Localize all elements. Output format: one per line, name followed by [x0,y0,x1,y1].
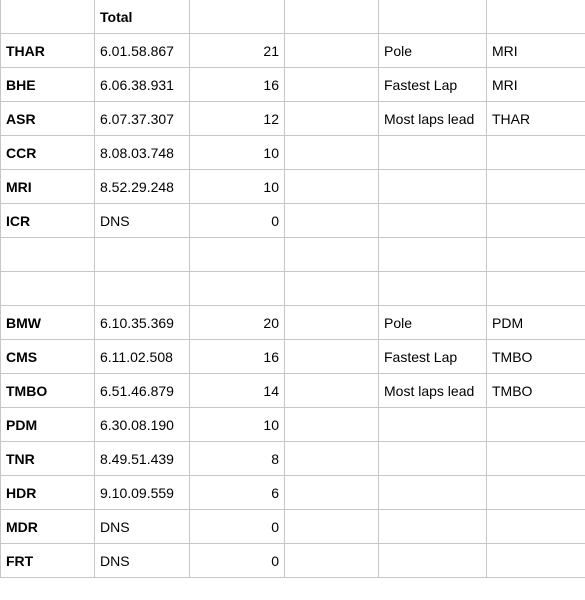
team-cell[interactable]: CCR [1,136,95,170]
total-column-header[interactable]: Total [95,0,190,34]
cell[interactable] [379,238,487,272]
cell[interactable] [1,0,95,34]
points-cell[interactable]: 6 [190,476,285,510]
time-cell[interactable]: 6.06.38.931 [95,68,190,102]
cell[interactable] [190,238,285,272]
table-row [1,102,585,136]
award-label-cell[interactable]: Most laps lead [379,102,487,136]
points-cell[interactable]: 8 [190,442,285,476]
cell[interactable] [285,68,379,102]
team-cell[interactable]: BMW [1,306,95,340]
award-label-cell[interactable] [379,510,487,544]
cell[interactable] [379,272,487,306]
award-label-cell[interactable]: Pole [379,34,487,68]
table-row [1,374,585,408]
award-value-cell[interactable] [487,510,585,544]
time-cell[interactable]: 6.07.37.307 [95,102,190,136]
cell[interactable] [190,0,285,34]
award-value-cell[interactable]: TMBO [487,340,585,374]
time-cell[interactable]: 6.51.46.879 [95,374,190,408]
award-value-cell[interactable] [487,170,585,204]
points-cell[interactable]: 21 [190,34,285,68]
cell[interactable] [487,272,585,306]
cell[interactable] [1,238,95,272]
table-row [1,204,585,238]
cell[interactable] [190,272,285,306]
award-label-cell[interactable] [379,408,487,442]
points-cell[interactable]: 14 [190,374,285,408]
points-cell[interactable]: 0 [190,544,285,578]
points-cell[interactable]: 10 [190,408,285,442]
cell[interactable] [285,170,379,204]
award-label-cell[interactable] [379,544,487,578]
cell[interactable] [487,238,585,272]
cell[interactable] [95,272,190,306]
award-value-cell[interactable]: MRI [487,34,585,68]
team-cell[interactable]: THAR [1,34,95,68]
cell[interactable] [285,476,379,510]
table-row [1,408,585,442]
time-cell[interactable]: 8.52.29.248 [95,170,190,204]
award-value-cell[interactable]: MRI [487,68,585,102]
cell[interactable] [285,340,379,374]
table-row [1,340,585,374]
time-cell[interactable]: DNS [95,204,190,238]
award-value-cell[interactable] [487,442,585,476]
cell[interactable] [285,510,379,544]
award-label-cell[interactable] [379,170,487,204]
points-cell[interactable]: 10 [190,170,285,204]
award-label-cell[interactable] [379,476,487,510]
award-value-cell[interactable]: PDM [487,306,585,340]
award-value-cell[interactable]: TMBO [487,374,585,408]
points-cell[interactable]: 0 [190,204,285,238]
table-row [1,170,585,204]
cell[interactable] [285,0,379,34]
award-value-cell[interactable] [487,204,585,238]
cell[interactable] [95,238,190,272]
award-value-cell[interactable] [487,544,585,578]
table-row [1,510,585,544]
team-cell[interactable]: TMBO [1,374,95,408]
time-cell[interactable]: 9.10.09.559 [95,476,190,510]
team-cell[interactable]: BHE [1,68,95,102]
award-label-cell[interactable] [379,136,487,170]
cell[interactable] [285,272,379,306]
award-label-cell[interactable]: Pole [379,306,487,340]
time-cell[interactable]: DNS [95,510,190,544]
team-cell[interactable]: MDR [1,510,95,544]
cell[interactable] [285,442,379,476]
empty-row [1,272,585,306]
cell[interactable] [285,544,379,578]
team-cell[interactable]: ICR [1,204,95,238]
team-cell[interactable]: TNR [1,442,95,476]
team-cell[interactable]: FRT [1,544,95,578]
table-row [1,476,585,510]
award-label-cell[interactable] [379,442,487,476]
award-value-cell[interactable] [487,408,585,442]
cell[interactable] [285,374,379,408]
award-label-cell[interactable] [379,204,487,238]
table-row [1,68,585,102]
points-cell[interactable]: 12 [190,102,285,136]
cell[interactable] [285,306,379,340]
header-row [1,0,585,34]
points-cell[interactable]: 16 [190,340,285,374]
points-cell[interactable]: 16 [190,68,285,102]
award-value-cell[interactable] [487,136,585,170]
table-row [1,442,585,476]
team-cell[interactable]: PDM [1,408,95,442]
cell[interactable] [285,238,379,272]
table-row [1,544,585,578]
cell[interactable] [487,0,585,34]
award-label-cell[interactable]: Most laps lead [379,374,487,408]
time-cell[interactable]: 8.08.03.748 [95,136,190,170]
award-label-cell[interactable]: Fastest Lap [379,68,487,102]
team-cell[interactable]: ASR [1,102,95,136]
time-cell[interactable]: 8.49.51.439 [95,442,190,476]
award-value-cell[interactable]: THAR [487,102,585,136]
time-cell[interactable]: DNS [95,544,190,578]
cell[interactable] [285,408,379,442]
award-value-cell[interactable] [487,476,585,510]
table-row [1,306,585,340]
table-row [1,34,585,68]
cell[interactable] [285,204,379,238]
points-cell[interactable]: 0 [190,510,285,544]
empty-row [1,238,585,272]
points-cell[interactable]: 20 [190,306,285,340]
time-cell[interactable]: 6.30.08.190 [95,408,190,442]
points-cell[interactable]: 10 [190,136,285,170]
time-cell[interactable]: 6.10.35.369 [95,306,190,340]
time-cell[interactable]: 6.01.58.867 [95,34,190,68]
cell[interactable] [285,102,379,136]
time-cell[interactable]: 6.11.02.508 [95,340,190,374]
award-label-cell[interactable]: Fastest Lap [379,340,487,374]
table-row [1,136,585,170]
cell[interactable] [285,136,379,170]
team-cell[interactable]: HDR [1,476,95,510]
cell[interactable] [285,34,379,68]
cell[interactable] [1,272,95,306]
team-cell[interactable]: CMS [1,340,95,374]
team-cell[interactable]: MRI [1,170,95,204]
cell[interactable] [379,0,487,34]
